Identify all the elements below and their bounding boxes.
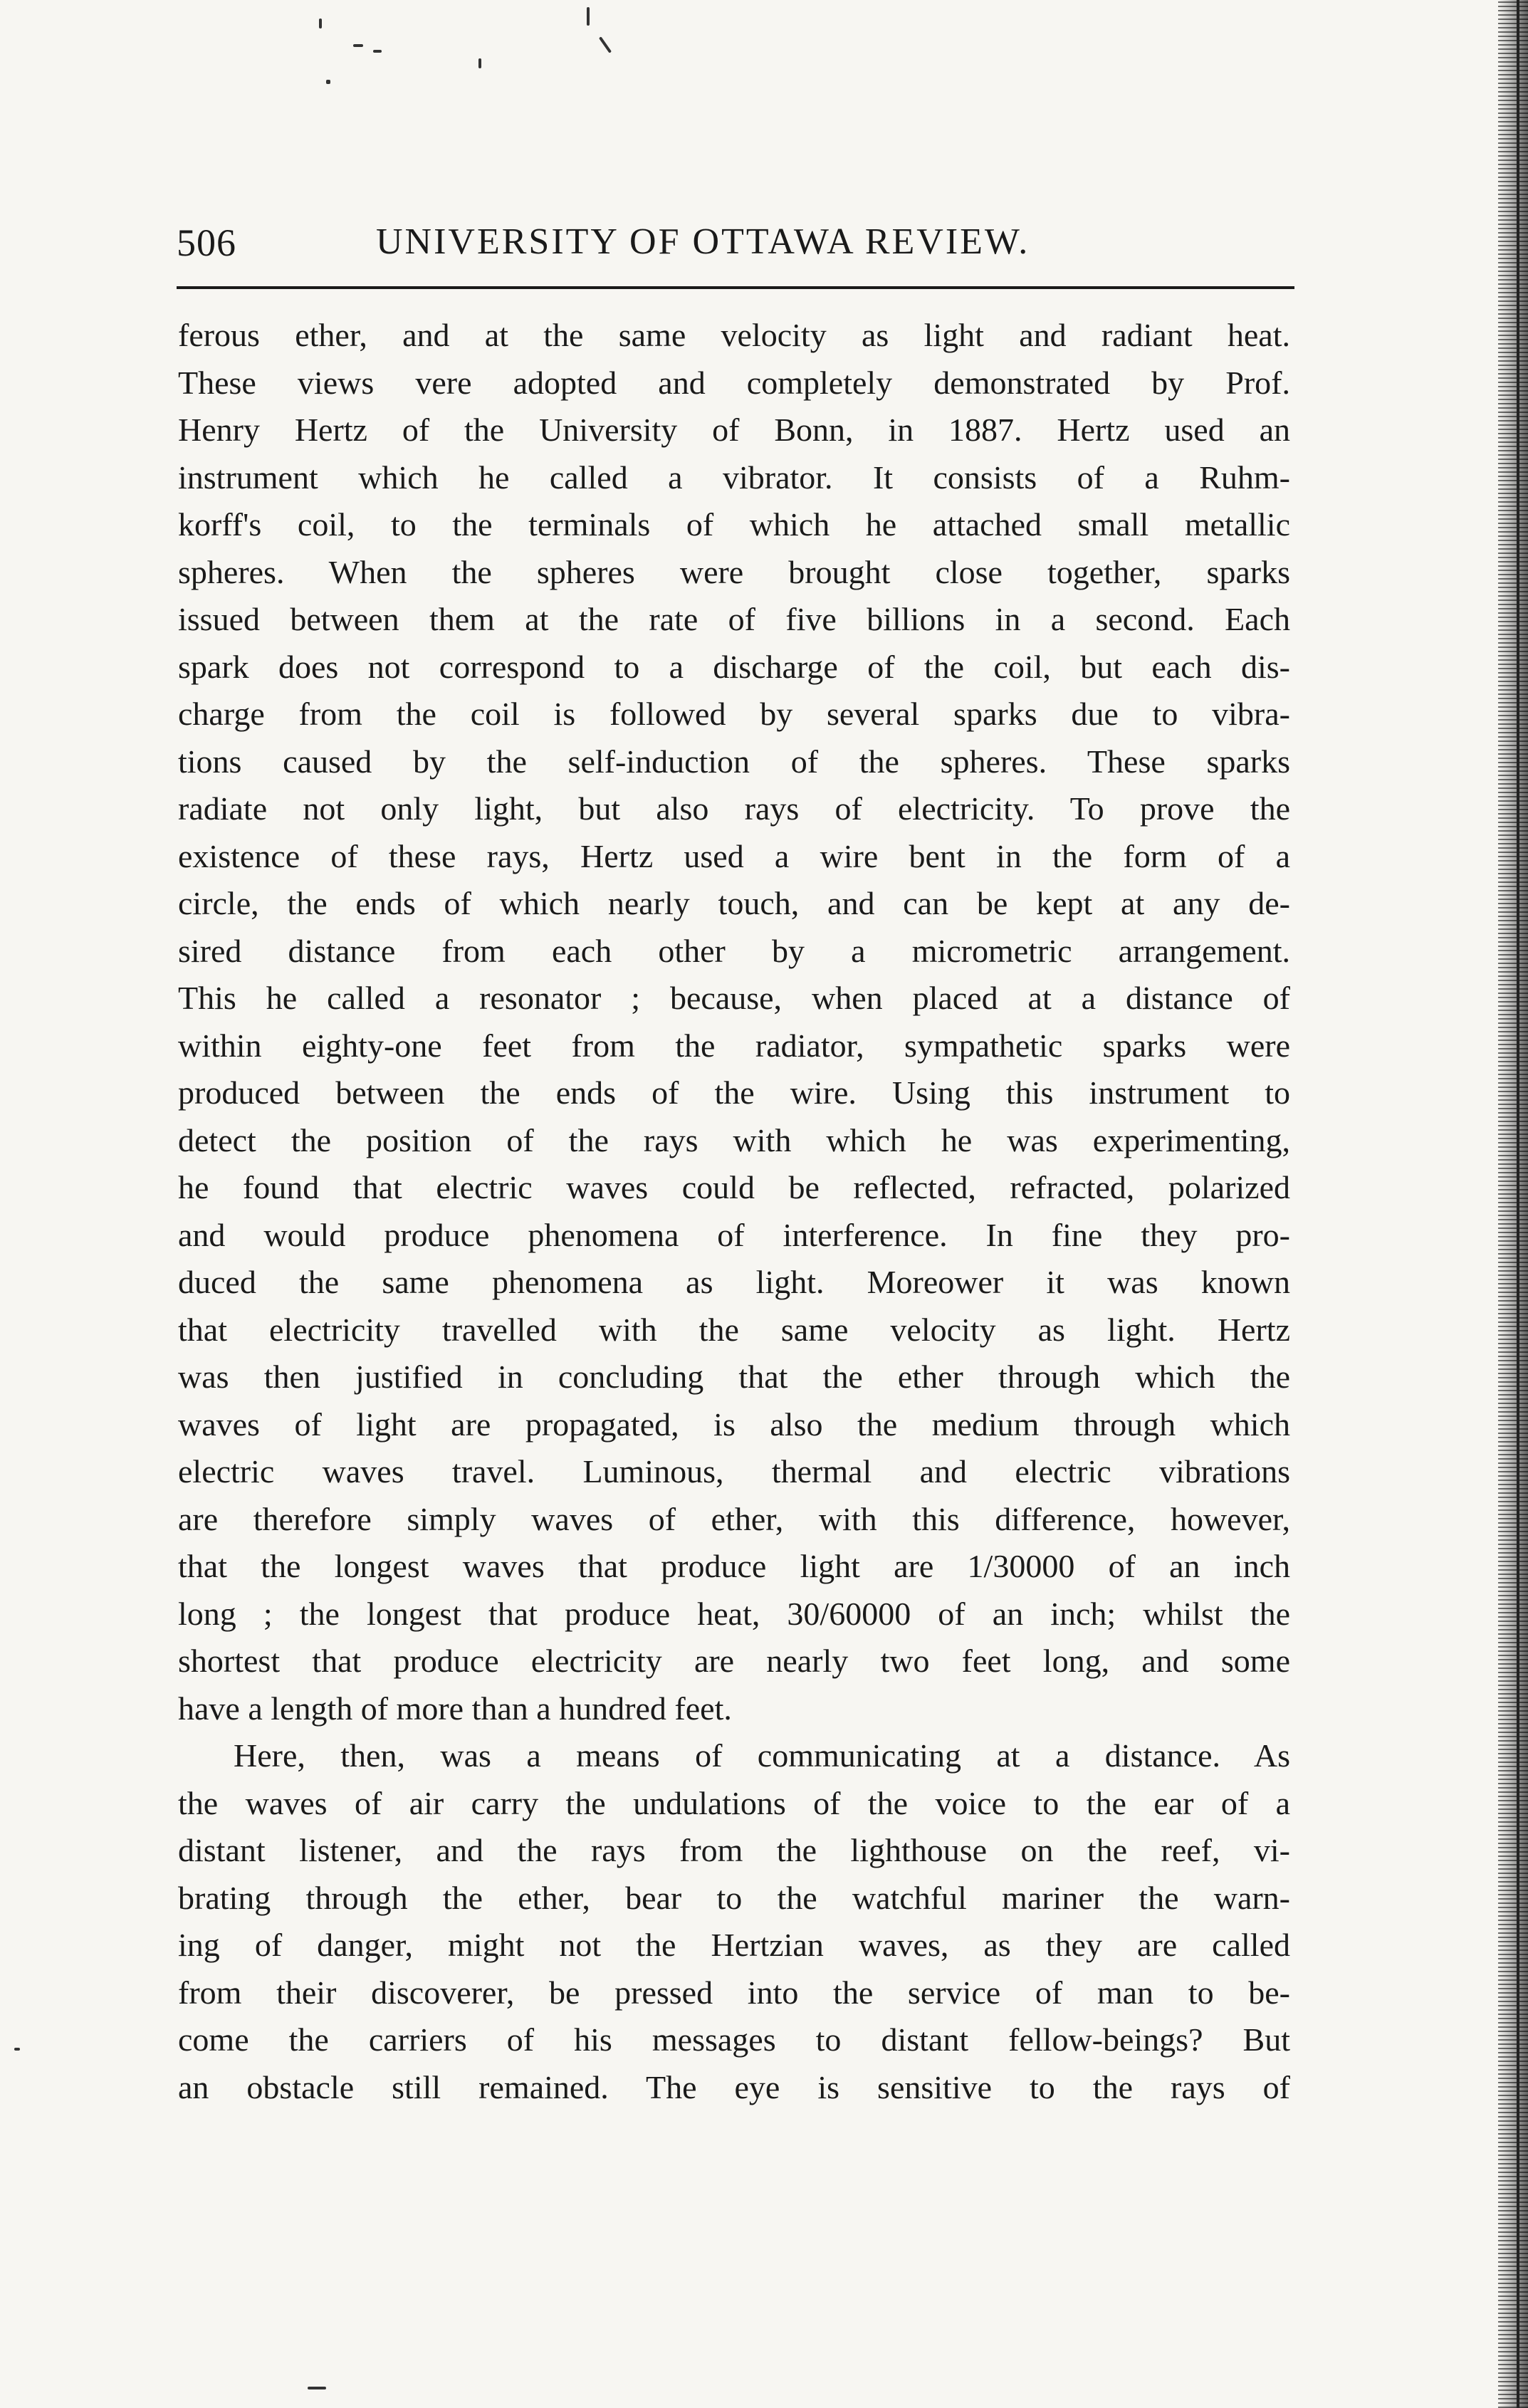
text-line: sired distance from each other by a micrometric arrangement. [178,932,1290,969]
text-line: ferous ether, and at the same velocity as light and radiant heat. [178,317,1290,353]
text-line: detect the position of the rays with which he was experimenting, [178,1121,1290,1158]
scan-speck [14,2048,20,2051]
text-line: radiate not only light, but also rays of electricity. To prove the [178,790,1290,827]
text-line: have a length of more than a hundred feet. [178,1690,732,1727]
text-line: was then justified in concluding that the ether through which the [178,1359,1290,1395]
scan-speck [373,50,382,53]
text-line: This he called a resonator ; because, when placed at a distance of [178,980,1290,1016]
text-line: Henry Hertz of the University of Bonn, in 1887. Hertz used an [178,412,1290,448]
running-title: UNIVERSITY OF OTTAWA REVIEW. [376,221,1030,262]
text-line: and would produce phenomena of interference. In fine they pro- [178,1216,1290,1253]
binding-edge [1498,0,1528,2408]
text-line: that electricity travelled with the same velocity as light. Hertz [178,1311,1290,1348]
text-line: existence of these rays, Hertz used a wire bent in the form of a [178,837,1290,874]
scan-speck [353,44,363,47]
text-line: korff's coil, to the terminals of which he attached small metallic [178,506,1290,543]
binding-line [1517,0,1519,2408]
text-line: he found that electric waves could be reflected, refracted, polarized [178,1169,1290,1205]
text-line: instrument which he called a vibrator. It consists of a Ruhm- [178,459,1290,496]
text-line: tions caused by the self-induction of the spheres. These sparks [178,743,1290,780]
text-line: distant listener, and the rays from the lighthouse on the reef, vi- [178,1832,1290,1868]
text-line: shortest that produce electricity are nearly two feet long, and some [178,1643,1290,1679]
text-line: within eighty-one feet from the radiator, sympathetic sparks were [178,1027,1290,1064]
text-line: long ; the longest that produce heat, 30/60000 of an inch; whilst the [178,1595,1290,1632]
text-line: spark does not correspond to a discharge of the coil, but each dis- [178,648,1290,685]
text-line: produced between the ends of the wire. Using this instrument to [178,1074,1290,1111]
scan-speck [319,19,322,28]
text-line: ing of danger, might not the Hertzian waves, as they are called [178,1927,1290,1963]
text-line: waves of light are propagated, is also the medium through which [178,1405,1290,1443]
scan-speck [599,36,612,53]
header-rule [177,286,1294,289]
text-line: the waves of air carry the undulations of the voice to the ear of a [178,1784,1290,1821]
text-line: electric waves travel. Luminous, thermal and electric vibrations [178,1453,1290,1490]
scan-speck [587,7,590,26]
text-line: Here, then, was a means of communicating at a distance. As [234,1737,1290,1774]
text-line: are therefore simply waves of ether, with this difference, however, [178,1500,1290,1537]
page-number: 506 [177,221,236,264]
scan-speck [308,2387,326,2389]
text-line: duced the same phenomena as light. Moreower it was known [178,1264,1290,1300]
text-line: an obstacle still remained. The eye is sensitive to the rays of [178,2068,1290,2105]
text-line: issued between them at the rate of five billions in a second. Each [178,601,1290,637]
scan-speck [478,58,481,68]
scan-speck [326,80,330,84]
text-line: come the carriers of his messages to distant fellow-beings? But [178,2021,1290,2058]
text-line: spheres. When the spheres were brought close together, sparks [178,553,1290,590]
text-line: circle, the ends of which nearly touch, and can be kept at any de- [178,885,1290,921]
text-line: charge from the coil is followed by several sparks due to vibra- [178,696,1290,732]
text-line: brating through the ether, bear to the watchful mariner the warn- [178,1879,1290,1916]
text-line: that the longest waves that produce light are 1/30000 of an inch [178,1548,1290,1584]
text-line: These views vere adopted and completely demonstrated by Prof. [178,364,1290,401]
body-text [178,312,1290,2111]
page-header [177,214,1294,271]
text-line: from their discoverer, be pressed into the service of man to be- [178,1974,1290,2011]
